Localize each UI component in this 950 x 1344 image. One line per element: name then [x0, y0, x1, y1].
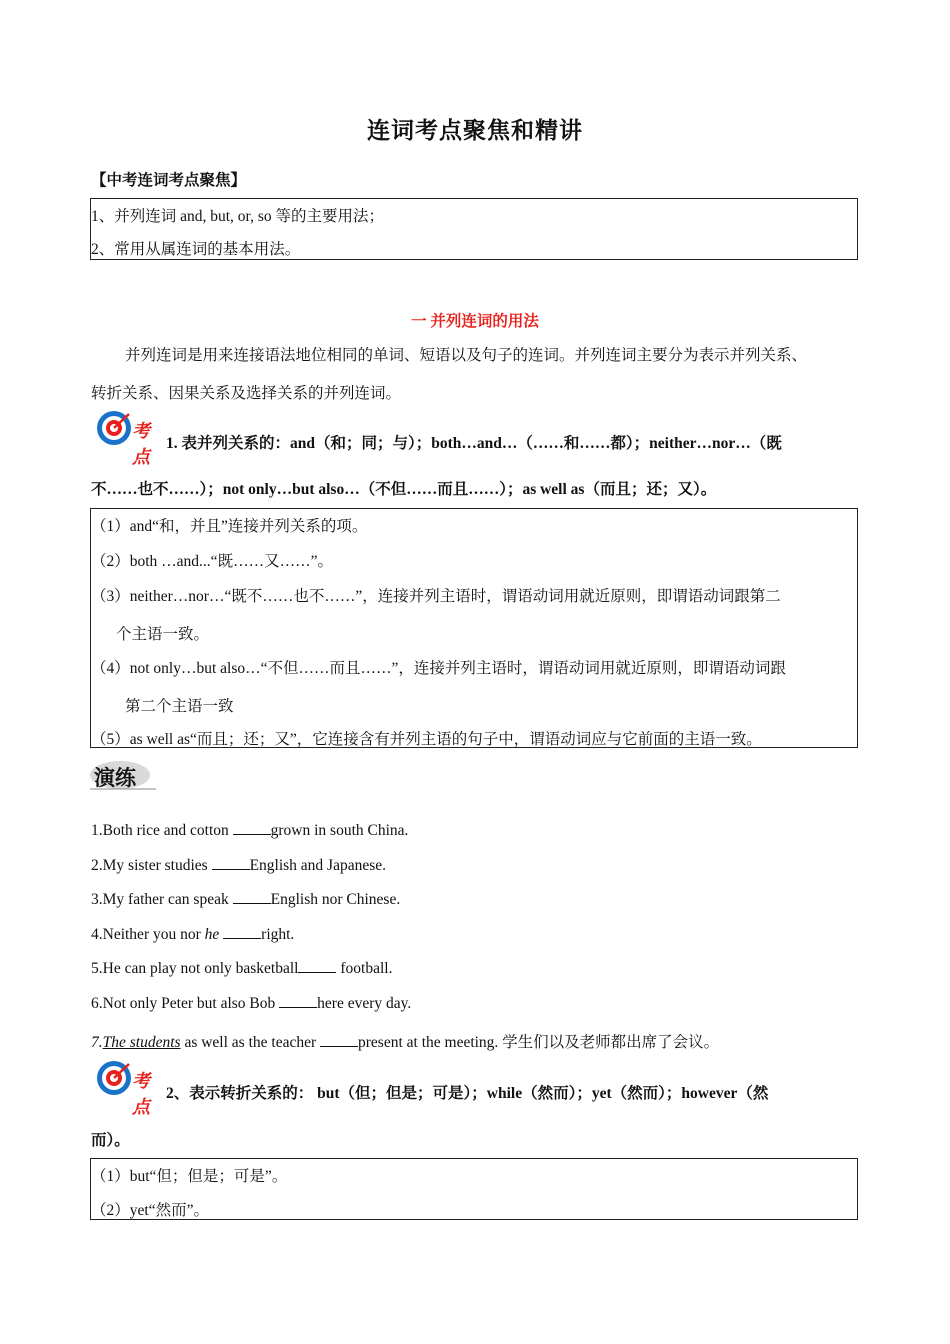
point1-line-1: 1. 表并列关系的：and（和；同；与）；both…and…（……和……都）；neither…nor…（既: [166, 435, 782, 452]
rule-line: （2）both …and...“既……又……”。: [91, 553, 333, 570]
kaodian-label: 考点: [132, 421, 150, 467]
point1-line-2: 不……也不……）；not only…but also…（不但……而且……）；as well as（而且；还；又）。: [91, 481, 717, 498]
practice-text: 演练: [94, 766, 136, 790]
exercise-6: 6.Not only Peter but also Bob here every day.: [91, 995, 412, 1012]
exercise-4: 4.Neither you nor he right.: [91, 926, 295, 943]
rule-line: 个主语一致。: [116, 626, 210, 643]
focus-heading: 【中考连词考点聚焦】: [91, 172, 247, 189]
rule-line: （5）as well as“而且；还；又”，它连接含有并列主语的句子中，谓语动词应与它前面的主语一致。: [91, 731, 762, 748]
focus-box: [90, 198, 858, 260]
answer-blank[interactable]: [233, 891, 271, 904]
answer-blank[interactable]: [320, 1034, 358, 1047]
kaodian-badge: [96, 408, 166, 467]
rule-line: （1）but“但；但是；可是”。: [91, 1168, 288, 1185]
answer-blank[interactable]: [279, 995, 317, 1008]
focus-item: 2、常用从属连词的基本用法。: [91, 241, 301, 258]
answer-blank[interactable]: [212, 857, 250, 870]
point2-rules-box: [90, 1158, 858, 1220]
focus-item: 1、并列连词 and, but, or, so 等的主要用法；: [91, 208, 385, 225]
point2-line-2: 而）。: [91, 1132, 130, 1149]
exercise-2: 2.My sister studies English and Japanese.: [91, 857, 387, 874]
rule-line: （2）yet“然而”。: [91, 1202, 209, 1219]
rule-line: 第二个主语一致: [125, 698, 234, 715]
answer-blank[interactable]: [298, 960, 336, 973]
exercise-3: 3.My father can speak English nor Chinese.: [91, 891, 401, 908]
rule-line: （3）neither…nor…“既不……也不……”，连接并列主语时，谓语动词用就近原则，即谓语动词跟第二: [91, 588, 781, 605]
answer-blank[interactable]: [223, 926, 261, 939]
intro-line-1: 并列连词是用来连接语法地位相同的单词、短语以及句子的连词。并列连词主要分为表示并列关系、: [125, 347, 808, 364]
kaodian-label: 考点: [132, 1071, 150, 1117]
section-one-heading: 一 并列连词的用法: [411, 313, 539, 330]
rule-line: （4）not only…but also…“不但……而且……”，连接并列主语时，谓语动词用就近原则，即谓语动词跟: [91, 660, 786, 677]
exercise-5: 5.He can play not only basketball football.: [91, 960, 393, 977]
exercise-1: 1.Both rice and cotton grown in south China.: [91, 822, 409, 839]
point1-rules-box: [90, 508, 858, 748]
practice-label: [90, 759, 156, 791]
rule-line: （1）and“和，并且”连接并列关系的项。: [91, 518, 368, 535]
kaodian-badge: [96, 1058, 166, 1117]
page-title: 连词考点聚焦和精讲: [367, 118, 583, 143]
answer-blank[interactable]: [233, 822, 271, 835]
point2-line-1: 2、表示转折关系的： but（但；但是；可是）；while（然而）；yet（然而）；however（然: [166, 1085, 769, 1102]
exercise-7: 7.The students as well as the teacher present at the meeting. 学生们以及老师都出席了会议。: [91, 1034, 720, 1051]
intro-line-2: 转折关系、因果关系及选择关系的并列连词。: [91, 385, 402, 402]
